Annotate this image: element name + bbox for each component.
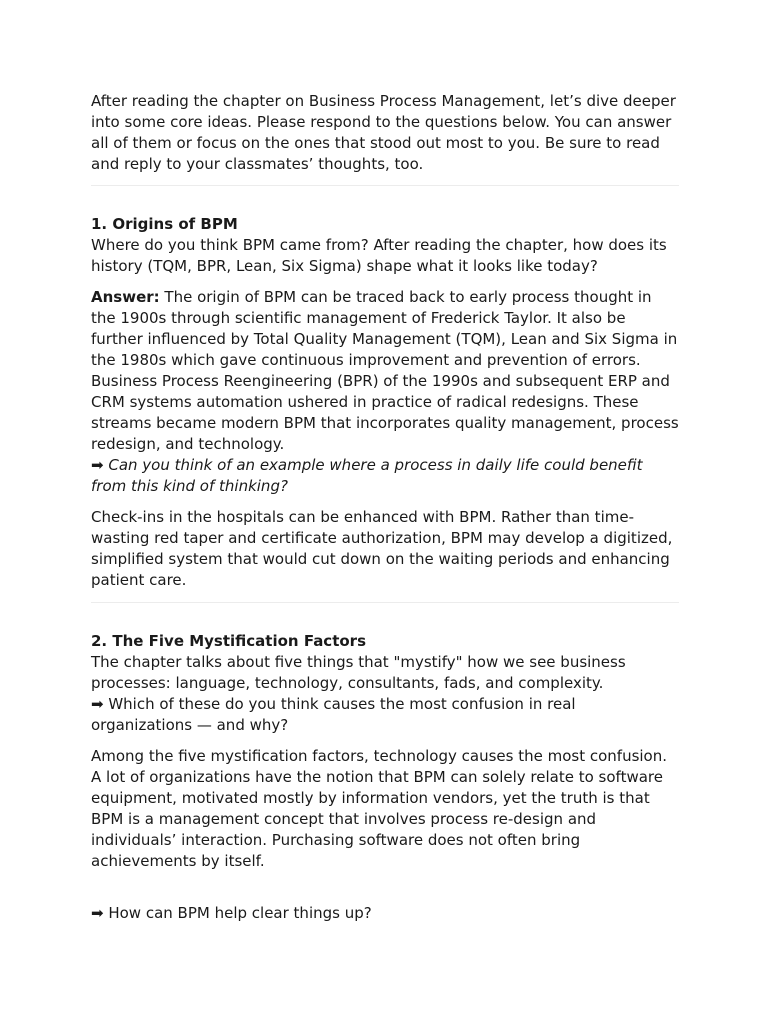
answer-label: Answer: — [91, 288, 160, 306]
followup-question-paragraph — [91, 455, 679, 497]
section-divider — [91, 602, 679, 603]
section-origins-of-bpm — [91, 214, 679, 591]
followup-answer-paragraph: Check-ins in the hospitals can be enhanced with BPM. Rather than time-wasting red taper and certificate authorization, BPM may develop a digitized, simplified system that would cut down on the waiting periods and enhancing patient care. — [91, 508, 673, 589]
answer-paragraph — [91, 287, 679, 455]
description-paragraph: The chapter talks about five things that "mystify" how we see business processes: language, technology, consultants, fads, and complexity. — [91, 653, 626, 692]
section-heading: 2. The Five Mystification Factors — [91, 632, 367, 650]
section-divider — [91, 185, 679, 186]
section-mystification-factors — [91, 631, 679, 924]
section-heading: 1. Origins of BPM — [91, 215, 238, 233]
answer-paragraph: Among the five mystification factors, technology causes the most confusion. A lot of organizations have the notion that BPM can solely relate to software equipment, motivated mostly by information vendors, yet the truth is that BPM is a management concept that involves process re-design and individuals’ interaction. Purchasing software does not often bring achievements by itself. — [91, 747, 668, 870]
followup-question-text: Can you think of an example where a process in daily life could benefit from this kind of thinking? — [91, 456, 643, 495]
answer-text: The origin of BPM can be traced back to early process thought in the 1900s through scientific management of Frederick Taylor. It also be further influenced by Total Quality Management (TQM), Lean and Six Sigma in the 1980s which gave continuous improvement and prevention of errors. Business Process Reengineering (BPR) of the 1990s and subsequent ERP and CRM systems automation ushered in practice of radical redesigns. These streams became modern BPM that incorporates quality management, process redesign, and technology. — [91, 288, 679, 453]
document-content — [91, 91, 679, 924]
intro-paragraph: After reading the chapter on Business Process Management, let’s dive deeper into some core ideas. Please respond to the questions below. You can answer all of them or focus on the ones that stood out most to you. Be sure to read and reply to your classmates’ thoughts, too. — [91, 92, 676, 173]
question-paragraph: Where do you think BPM came from? After reading the chapter, how does its history (TQM, BPR, Lean, Six Sigma) shape what it looks like today? — [91, 236, 667, 275]
arrow-icon: ➡ — [91, 456, 109, 474]
question-paragraph: ➡ Which of these do you think causes the most confusion in real organizations — and why? — [91, 695, 576, 734]
followup-question-paragraph: ➡ How can BPM help clear things up? — [91, 904, 372, 922]
